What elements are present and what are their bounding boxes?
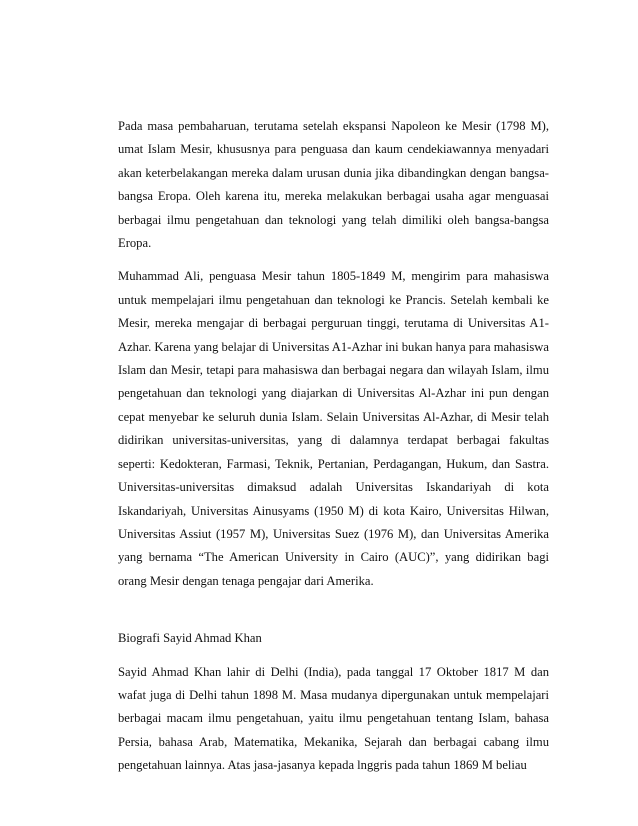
document-page — [118, 115, 549, 788]
paragraph-muhammad-ali: Muhammad Ali, penguasa Mesir tahun 1805-1849 M, mengirim para mahasiswa untuk mempelajari ilmu pengetahuan dan teknologi ke Prancis. Setelah kembali ke Mesir, mereka mengajar di berbagai perguruan tinggi, terutama di Universitas A1-Azhar. Karena yang belajar di Universitas A1-Azhar ini bukan hanya para mahasiswa Islam dan Mesir, tetapi para mahasiswa dan berbagai negara dan wilayah Islam, ilmu pengetahuan dan teknologi yang diajarkan di Universitas Al-Azhar ini pun dengan cepat menyebar ke seluruh dunia Islam. Selain Universitas Al-Azhar, di Mesir telah didirikan universitas-universitas, yang di dalamnya terdapat berbagai fakultas seperti: Kedokteran, Farmasi, Teknik, Pertanian, Perdagangan, Hukum, dan Sastra. Universitas-universitas dimaksud adalah Universitas Iskandariyah di kota Iskandariyah, Universitas Ainusyams (1950 M) di kota Kairo, Universitas Hilwan, Universitas Assiut (1957 M), Universitas Suez (1976 M), dan Universitas Amerika yang bernama “The American University in Cairo (AUC)”, yang didirikan bagi orang Mesir dengan tenaga pengajar dari Amerika. — [118, 269, 549, 588]
section-gap — [118, 603, 549, 627]
paragraph-napoleon: Pada masa pembaharuan, terutama setelah ekspansi Napoleon ke Mesir (1798 M), umat Islam Mesir, khususnya para penguasa dan kaum cendekiawannya menyadari akan keterbelakangan mereka dalam urusan dunia jika dibandingkan dengan bangsa-bangsa Eropa. Oleh karena itu, mereka melakukan berbagai usaha agar menguasai berbagai ilmu pengetahuan dan teknologi yang telah dimiliki oleh bangsa-bangsa Eropa. — [118, 119, 549, 251]
section-heading: Biografi Sayid Ahmad Khan — [118, 631, 262, 646]
paragraph-sayid-ahmad-khan: Sayid Ahmad Khan lahir di Delhi (India), pada tanggal 17 Oktober 1817 M dan wafat juga di Delhi tahun 1898 M. Masa mudanya dipergunakan untuk mempelajari berbagai macam ilmu pengetahuan, yaitu ilmu pengetahuan tentang Islam, bahasa Persia, bahasa Arab, Matematika, Mekanika, Sejarah dan berbagai cabang ilmu pengetahuan lainnya. Atas jasa-jasanya kepada lnggris pada tahun 1869 M beliau — [118, 664, 549, 773]
